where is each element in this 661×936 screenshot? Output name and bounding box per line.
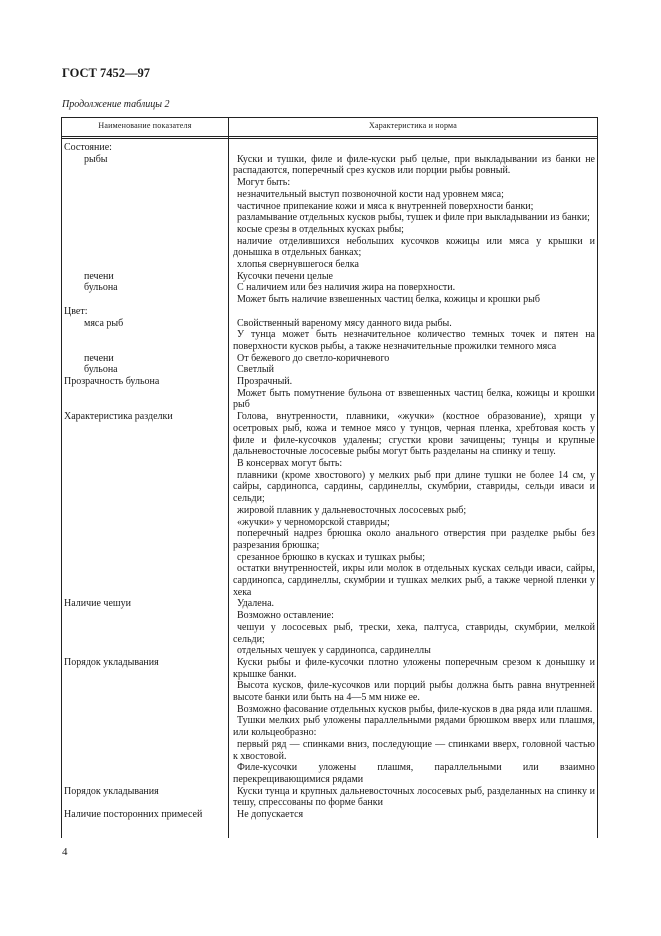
row-indicator-name	[62, 458, 228, 470]
table-row	[0, 505, 661, 517]
page-number: 4	[62, 846, 68, 858]
table-continuation-caption: Продолжение таблицы 2	[62, 99, 170, 110]
table-row	[0, 762, 661, 785]
row-indicator-name	[62, 528, 228, 551]
table-row	[0, 563, 661, 598]
row-indicator-name	[62, 224, 228, 236]
row-characteristic-text: Может быть наличие взвешенных частиц белка, кожицы и крошки рыб	[237, 294, 540, 306]
table-row	[0, 294, 661, 306]
row-indicator-name: Цвет:	[64, 305, 88, 317]
row-indicator-name: Наличие чешуи	[64, 598, 131, 610]
table-row	[0, 739, 661, 762]
row-characteristic-text: Не допускается	[237, 809, 304, 821]
table-row	[0, 704, 661, 716]
row-characteristic-text: «жучки» у черноморской ставриды;	[237, 516, 390, 528]
row-characteristic-text: Кусочки печени целые	[237, 270, 333, 282]
table-row	[0, 353, 661, 365]
table-row	[0, 364, 661, 376]
table-row	[0, 680, 661, 703]
row-indicator-name	[62, 236, 228, 259]
row-characteristic-text: У тунца может быть незначительное количество темных точек и пятен на поверхности кусков рыбы, а также незначительные прожилки темного мяса	[233, 329, 595, 352]
row-characteristic-text	[233, 306, 595, 318]
row-indicator-name	[62, 517, 228, 529]
row-indicator-name: печени	[84, 270, 114, 282]
row-indicator-name	[62, 622, 228, 645]
row-indicator-name	[62, 762, 228, 785]
row-characteristic-text: остатки внутренностей, икры или молок в отдельных кусках сельди иваси, сайры, сардинопса, сардинеллы, скумбрии и тушках мелких рыб, а также черной пленки у хека	[233, 563, 595, 598]
table-row	[0, 470, 661, 505]
row-indicator-name	[62, 704, 228, 716]
table-row	[0, 306, 661, 318]
row-indicator-name	[62, 388, 228, 411]
table-header-rule	[61, 136, 598, 139]
row-indicator-name	[62, 563, 228, 598]
table-row	[0, 177, 661, 189]
row-indicator-name: Прозрачность бульона	[64, 376, 160, 388]
row-characteristic-text: хлопья свернувшегося белка	[237, 259, 359, 271]
table-row	[0, 376, 661, 388]
table-row	[0, 528, 661, 551]
row-indicator-name: печени	[84, 352, 114, 364]
row-indicator-name: мяса рыб	[84, 317, 124, 329]
row-indicator-name	[62, 189, 228, 201]
row-characteristic-text: Свойственный вареному мясу данного вида рыбы.	[237, 317, 452, 329]
table-row	[0, 154, 661, 177]
table-row	[0, 282, 661, 294]
table-row	[0, 411, 661, 458]
row-indicator-name	[62, 645, 228, 657]
table-row	[0, 212, 661, 224]
row-characteristic-text: Тушки мелких рыб уложены параллельными рядами брюшком вверх или плашмя, или кольцеобразно:	[233, 715, 595, 739]
table-row	[0, 517, 661, 529]
row-characteristic-text: отдельных чешуек у сардинопса, сардинеллы	[237, 645, 431, 657]
table-row	[0, 657, 661, 680]
row-indicator-name: Порядок укладывания	[64, 785, 159, 797]
row-characteristic-text: От бежевого до светло-коричневого	[237, 352, 390, 364]
row-indicator-name	[62, 212, 228, 224]
row-indicator-name: бульона	[84, 364, 118, 376]
table-row	[0, 201, 661, 213]
column-header-name: Наименование показателя	[98, 121, 192, 130]
table-row	[0, 236, 661, 259]
row-indicator-name: Характеристика разделки	[64, 411, 173, 423]
row-indicator-name	[62, 294, 228, 306]
row-characteristic-text: поперечный надрез брюшка около анального отверстия при разделке рыбы без разрезания брюшка;	[233, 528, 595, 551]
document-code: ГОСТ 7452—97	[62, 66, 151, 80]
row-characteristic-text: Светлый	[237, 364, 274, 376]
table-row	[0, 622, 661, 645]
table-row	[0, 142, 661, 154]
row-characteristic-text: С наличием или без наличия жира на поверхности.	[237, 282, 456, 294]
row-characteristic-text: жировой плавник у дальневосточных лососевых рыб;	[237, 504, 467, 516]
table-row	[0, 715, 661, 738]
table-row	[0, 610, 661, 622]
row-characteristic-text: Возможно оставление:	[237, 610, 334, 622]
row-characteristic-text: чешуи у лососевых рыб, трески, хека, палтуса, ставриды, скумбрии, мелкой сельди;	[233, 621, 595, 645]
row-characteristic-text	[233, 142, 595, 154]
row-indicator-name	[62, 610, 228, 622]
row-indicator-name	[62, 505, 228, 517]
row-characteristic-text: В консервах могут быть:	[237, 457, 343, 469]
row-characteristic-text: наличие отделившихся небольших кусочков кожицы или мяса у крышки и донышка в отдельных банках;	[233, 235, 595, 259]
row-characteristic-text: разламывание отдельных кусков рыбы, тушек и филе при выкладывании из банки;	[237, 212, 590, 224]
table-row	[0, 271, 661, 283]
row-characteristic-text: Голова, внутренности, плавники, «жучки» (костное образование), хрящи у осетровых рыб, кожа и темное мясо у тунцов, черная пленка, хребтовая кость у филе и филе-кусочков удалены; сгустки крови зачищены; тунцы и крупные дальневосточные лососевые рыбы могут быть разделаны на спинку и тешу.	[233, 411, 595, 458]
row-indicator-name	[62, 470, 228, 505]
row-characteristic-text: частичное припекание кожи и мяса к внутренней поверхности банки;	[237, 200, 534, 212]
table-row	[0, 329, 661, 352]
row-characteristic-text: срезанное брюшко в кусках и тушках рыбы;	[237, 551, 426, 563]
table-row	[0, 224, 661, 236]
row-characteristic-text: Может быть помутнение бульона от взвешенных частиц белка, кожицы и крошки рыб	[233, 387, 595, 411]
table-row	[0, 388, 661, 411]
table-body	[0, 142, 661, 821]
table-row	[0, 318, 661, 330]
table-row	[0, 458, 661, 470]
row-indicator-name	[62, 259, 228, 271]
row-indicator-name	[62, 680, 228, 703]
row-characteristic-text: Прозрачный.	[237, 376, 293, 388]
row-indicator-name	[62, 177, 228, 189]
table-row	[0, 552, 661, 564]
row-characteristic-text: Куски тунца и крупных дальневосточных лососевых рыб, разделанных на спинку и тешу, спрессованы по форме банки	[233, 785, 595, 809]
table-row	[0, 645, 661, 657]
row-indicator-name: Порядок укладывания	[64, 656, 159, 668]
row-characteristic-text: косые срезы в отдельных кусках рыбы;	[237, 223, 404, 235]
row-characteristic-text: незначительный выступ позвоночной кости над уровнем мяса;	[237, 188, 504, 200]
row-characteristic-text: Куски и тушки, филе и филе-куски рыб целые, при выкладывании из банки не распадаются, поперечный срез кусков или порции рыбы ровный.	[233, 153, 595, 177]
row-indicator-name	[62, 715, 228, 738]
row-indicator-name	[62, 552, 228, 564]
row-characteristic-text: первый ряд — спинками вниз, последующие — спинками вверх, головной частью к хвостовой.	[233, 738, 595, 762]
row-characteristic-text: плавники (кроме хвостового) у мелких рыб при длине тушки не более 14 см, у сайры, сардинопса, сардины, сардинеллы, скумбрии, ставриды, сельди иваси и сельди;	[233, 469, 595, 505]
row-characteristic-text: Удалена.	[237, 598, 275, 610]
row-indicator-name: Состояние:	[64, 142, 112, 153]
table-row	[0, 598, 661, 610]
row-indicator-name: рыбы	[84, 153, 108, 165]
table-row	[0, 259, 661, 271]
row-characteristic-text: Филе-кусочки уложены плашмя, параллельными или взаимно перекрещивающимися рядами	[233, 762, 595, 785]
column-header-characteristic: Характеристика и норма	[368, 121, 458, 130]
table-row	[0, 189, 661, 201]
table-row	[0, 809, 661, 821]
row-indicator-name	[62, 201, 228, 213]
row-characteristic-text: Куски рыбы и филе-кусочки плотно уложены поперечным срезом к донышку и крышке банки.	[233, 656, 595, 680]
row-indicator-name	[62, 739, 228, 762]
row-characteristic-text: Возможно фасование отдельных кусков рыбы, филе-кусков в два ряда или плашмя.	[237, 703, 593, 715]
row-indicator-name	[62, 329, 228, 352]
row-characteristic-text: Высота кусков, филе-кусочков или порций рыбы должна быть равна внутренней высоте банки или быть на 4—5 мм ниже ее.	[233, 680, 595, 704]
row-characteristic-text: Могут быть:	[237, 177, 291, 189]
row-indicator-name: Наличие посторонних примесей	[64, 809, 203, 821]
table-row	[0, 786, 661, 809]
row-indicator-name: бульона	[84, 282, 118, 294]
